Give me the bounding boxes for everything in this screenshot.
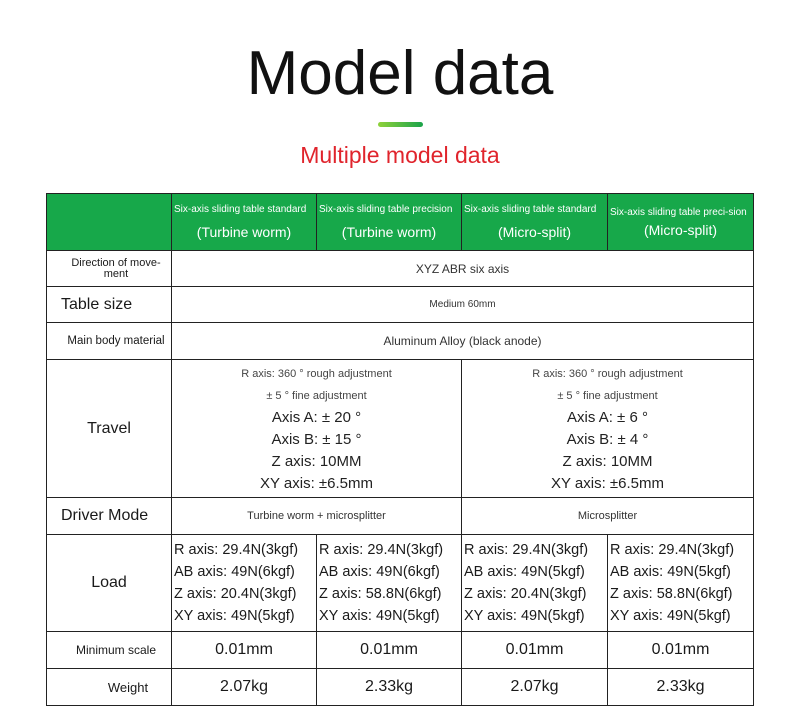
page-title: Model data	[246, 39, 554, 108]
min-scale-1: 0.01mm	[172, 632, 317, 669]
driver-left: Turbine worm + microsplitter	[172, 498, 462, 535]
header-col-3-model: Six-axis sliding table standard	[464, 204, 597, 215]
row-weight	[47, 669, 754, 706]
travel-line: XY axis: ±6.5mm	[551, 474, 664, 492]
weight-3: 2.07kg	[462, 669, 608, 706]
row-label: Main body material	[47, 323, 172, 360]
travel-right	[462, 360, 754, 498]
material-value: Aluminum Alloy (black anode)	[172, 323, 754, 360]
header-col-4	[608, 194, 754, 251]
load-line: XY axis: 49N(5kgf)	[319, 608, 440, 624]
travel-line: Axis A: ± 20 °	[271, 408, 362, 426]
load-line: AB axis: 49N(6kgf)	[174, 564, 295, 580]
header-col-2-model: Six-axis sliding table precision	[319, 204, 453, 215]
load-cell-1	[172, 535, 317, 632]
direction-value: XYZ ABR six axis	[172, 251, 754, 287]
row-label: Minimum scale	[47, 632, 172, 669]
load-cell-2	[317, 535, 462, 632]
row-label: Weight	[47, 669, 172, 706]
row-driver	[47, 498, 754, 535]
load-line: Z axis: 20.4N(3kgf)	[174, 586, 297, 602]
load-line: R axis: 29.4N(3kgf)	[174, 542, 299, 558]
row-label: Load	[47, 535, 172, 632]
travel-line: ± 5 ° fine adjustment	[266, 389, 367, 402]
load-line: Z axis: 20.4N(3kgf)	[464, 586, 587, 602]
min-scale-2: 0.01mm	[317, 632, 462, 669]
row-label: Travel	[47, 360, 172, 498]
table-size-value: Medium 60mm	[172, 287, 754, 323]
load-line: Z axis: 58.8N(6kgf)	[319, 586, 442, 602]
row-load	[47, 535, 754, 632]
header-col-2-type: (Turbine worm)	[341, 224, 437, 240]
travel-line: ± 5 ° fine adjustment	[557, 389, 658, 402]
header-col-1-model: Six-axis sliding table standard	[174, 204, 307, 215]
row-label: Direction of move-ment	[47, 251, 172, 287]
load-line: XY axis: 49N(5kgf)	[464, 608, 585, 624]
load-line: R axis: 29.4N(3kgf)	[319, 542, 444, 558]
header-col-1-type: (Turbine worm)	[196, 224, 292, 240]
travel-line: Z axis: 10MM	[562, 452, 653, 470]
load-line: R axis: 29.4N(3kgf)	[610, 542, 735, 558]
travel-line: Axis B: ± 15 °	[271, 430, 362, 448]
travel-line: Z axis: 10MM	[271, 452, 362, 470]
row-table-size	[47, 287, 754, 323]
min-scale-4: 0.01mm	[608, 632, 754, 669]
header-col-1	[172, 194, 317, 251]
row-min-scale	[47, 632, 754, 669]
travel-line: Axis B: ± 4 °	[566, 430, 649, 448]
header-col-3	[462, 194, 608, 251]
header-col-3-type: (Micro-split)	[497, 224, 572, 240]
title-underline	[378, 122, 423, 127]
load-line: Z axis: 58.8N(6kgf)	[610, 586, 733, 602]
header-corner	[47, 194, 172, 251]
travel-line: Axis A: ± 6 °	[567, 408, 648, 426]
weight-4: 2.33kg	[608, 669, 754, 706]
row-direction	[47, 251, 754, 287]
page-subtitle: Multiple model data	[300, 142, 500, 168]
load-line: XY axis: 49N(5kgf)	[174, 608, 295, 624]
travel-line: R axis: 360 ° rough adjustment	[241, 367, 392, 380]
load-line: AB axis: 49N(6kgf)	[319, 564, 440, 580]
row-label: Table size	[47, 287, 172, 323]
travel-line: R axis: 360 ° rough adjustment	[532, 367, 683, 380]
spec-table	[46, 193, 754, 706]
travel-left	[172, 360, 462, 498]
driver-right: Microsplitter	[462, 498, 754, 535]
row-material	[47, 323, 754, 360]
min-scale-3: 0.01mm	[462, 632, 608, 669]
travel-line: XY axis: ±6.5mm	[260, 474, 373, 492]
weight-1: 2.07kg	[172, 669, 317, 706]
header-col-4-type: (Micro-split)	[643, 221, 718, 238]
header-row	[47, 194, 754, 251]
weight-2: 2.33kg	[317, 669, 462, 706]
row-travel	[47, 360, 754, 498]
load-cell-4	[608, 535, 754, 632]
row-label: Driver Mode	[47, 498, 172, 535]
load-line: XY axis: 49N(5kgf)	[610, 608, 731, 624]
load-cell-3	[462, 535, 608, 632]
header-col-4-model: Six-axis sliding table preci-sion	[610, 206, 747, 218]
load-line: R axis: 29.4N(3kgf)	[464, 542, 589, 558]
load-line: AB axis: 49N(5kgf)	[464, 564, 585, 580]
header-col-2	[317, 194, 462, 251]
load-line: AB axis: 49N(5kgf)	[610, 564, 731, 580]
